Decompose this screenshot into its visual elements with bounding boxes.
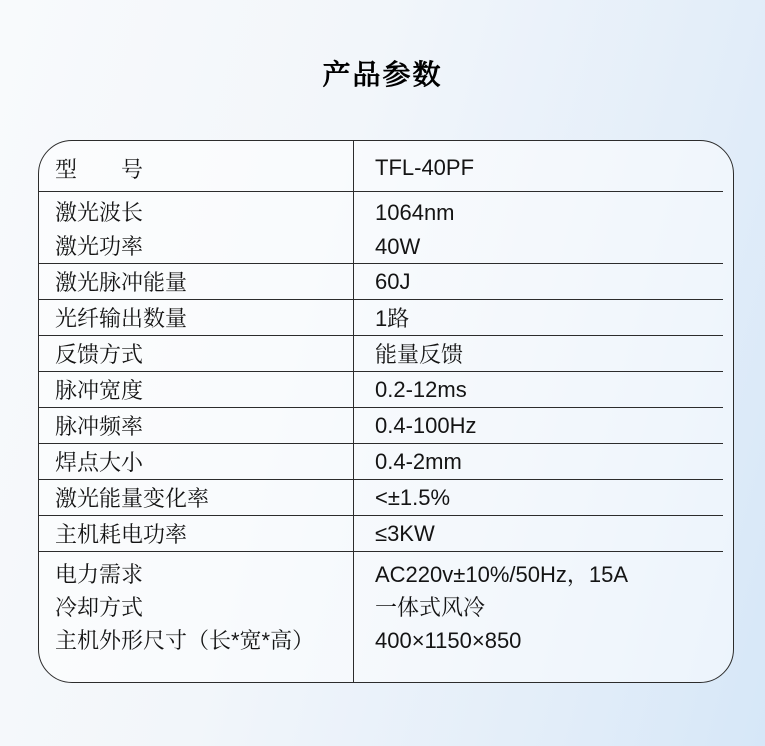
- table-row: [39, 408, 723, 444]
- table-row: [39, 516, 723, 552]
- param-label-cell: [39, 408, 353, 443]
- param-value-cell: [353, 141, 723, 191]
- param-label-cell: [39, 300, 353, 335]
- param-label: 脉冲频率: [55, 414, 144, 439]
- table-row: [39, 264, 723, 300]
- param-value: 40W: [375, 234, 421, 259]
- param-value: 一体式风冷: [375, 595, 486, 620]
- table-row: [39, 444, 723, 480]
- param-label: 脉冲宽度: [55, 378, 144, 403]
- param-label-cell: [39, 516, 353, 551]
- param-value: 能量反馈: [375, 342, 464, 367]
- param-value-cell: [353, 408, 723, 443]
- spec-table: [38, 140, 734, 683]
- param-value: 0.4-2mm: [375, 448, 462, 474]
- param-label-cell: [39, 480, 353, 515]
- param-label-cell: [39, 372, 353, 407]
- table-row: [39, 372, 723, 408]
- param-value-cell: [353, 192, 723, 264]
- param-value-cell: [353, 444, 723, 479]
- table-row: [39, 141, 723, 192]
- param-label: 激光功率: [55, 234, 144, 259]
- param-value-cell: [353, 480, 723, 515]
- table-row: [39, 300, 723, 336]
- param-label: 冷却方式: [55, 595, 144, 620]
- param-value-cell: [353, 336, 723, 371]
- table-column-divider: [353, 141, 354, 682]
- param-value-cell: [353, 300, 723, 335]
- param-label: 反馈方式: [55, 342, 144, 367]
- param-label: 焊点大小: [55, 450, 144, 475]
- page-title: 产品参数: [322, 59, 443, 90]
- param-value: 1064nm: [375, 200, 455, 225]
- param-label-cell: [39, 192, 353, 264]
- param-label: 型 号: [55, 156, 144, 182]
- param-label: 主机外形尺寸（长*宽*高）: [55, 628, 315, 653]
- param-value: 0.2-12ms: [375, 376, 467, 402]
- param-label: 光纤输出数量: [55, 306, 188, 331]
- param-value: AC220v±10%/50Hz，15A: [375, 562, 628, 587]
- param-value: <±1.5%: [375, 484, 451, 510]
- table-row: [39, 192, 723, 264]
- param-value: 0.4-100Hz: [375, 412, 477, 438]
- param-value-cell: [353, 264, 723, 299]
- table-row: [39, 480, 723, 516]
- param-label-cell: [39, 141, 353, 191]
- param-value: ≤3KW: [375, 520, 435, 546]
- param-value-cell: [353, 552, 723, 682]
- param-label-cell: [39, 336, 353, 371]
- param-label: 主机耗电功率: [55, 522, 188, 547]
- param-label-cell: [39, 552, 353, 682]
- param-label: 激光能量变化率: [55, 486, 210, 511]
- table-row: [39, 336, 723, 372]
- param-label: 激光脉冲能量: [55, 270, 188, 295]
- param-value: 1路: [375, 306, 410, 331]
- param-label: 激光波长: [55, 200, 144, 225]
- param-label: 电力需求: [55, 562, 144, 587]
- param-value-cell: [353, 516, 723, 551]
- param-value: 400×1150×850: [375, 628, 522, 653]
- param-value-cell: [353, 372, 723, 407]
- param-label-cell: [39, 264, 353, 299]
- table-row: [39, 552, 723, 682]
- param-label-cell: [39, 444, 353, 479]
- param-value: 60J: [375, 268, 411, 294]
- param-value: TFL-40PF: [375, 155, 475, 180]
